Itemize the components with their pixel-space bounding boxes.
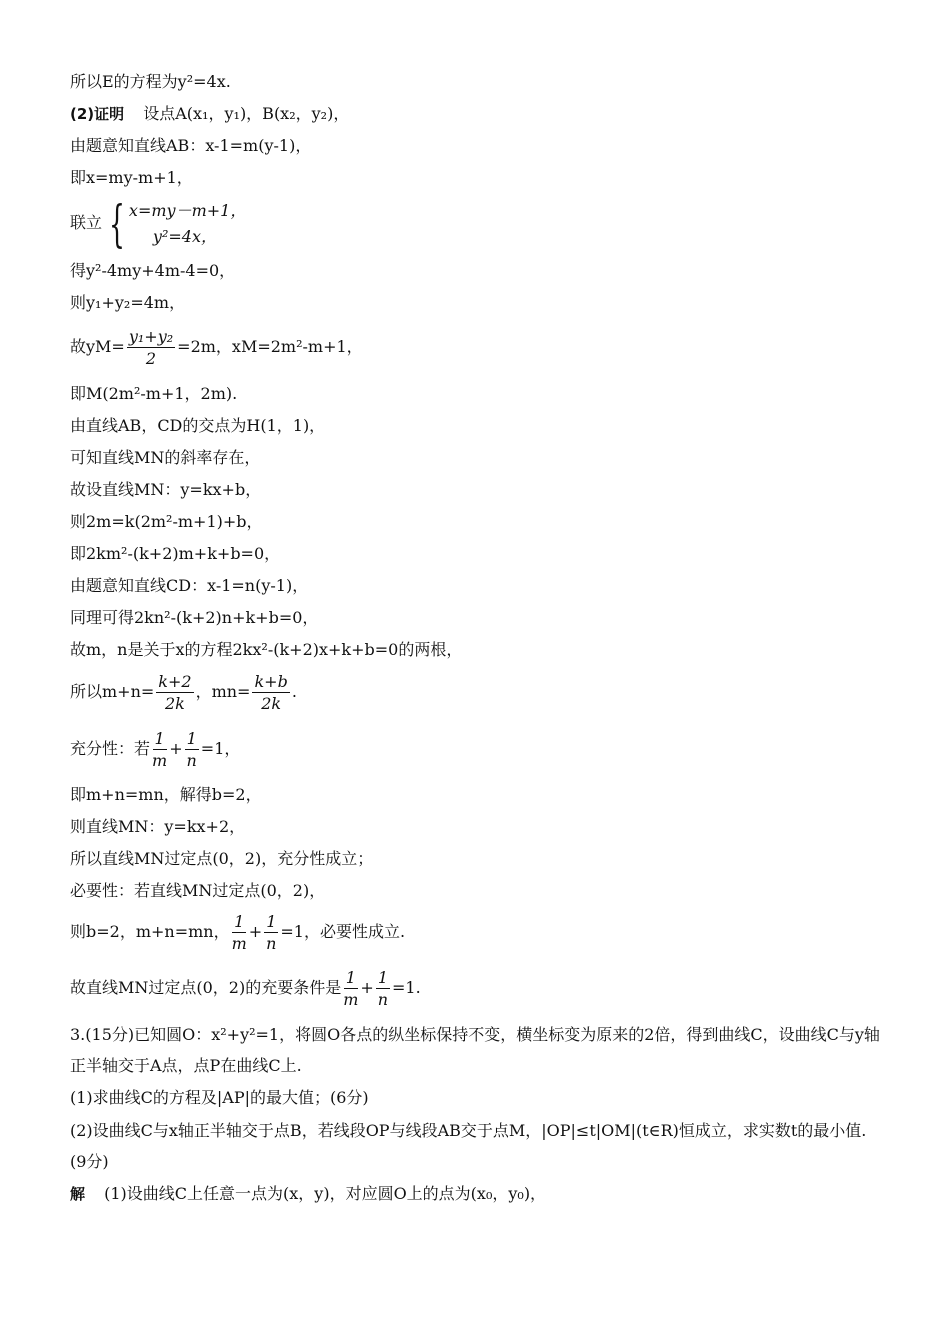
- midpoint-suffix: =2m，xM=2m²-m+1，: [177, 337, 363, 356]
- line-proof-setup: [70, 104, 349, 124]
- fraction-numerator: 1: [186, 728, 197, 748]
- necessity-prefix: 则b=2，m+n=mn，: [70, 922, 230, 941]
- fraction-one-over-m: [343, 969, 358, 1009]
- fraction-numerator: 1: [377, 967, 388, 987]
- sufficiency-suffix: =1，: [200, 739, 241, 758]
- conclusion-prefix: 故直线MN过定点(0，2)的充要条件是: [70, 978, 342, 997]
- fraction-denominator: n: [377, 989, 389, 1009]
- line-sum-of-roots: 则y₁+y₂=4m，: [70, 293, 186, 312]
- plus-sign: +: [360, 978, 374, 997]
- fraction-numerator: 1: [234, 911, 245, 931]
- line-solve-b: 即m+n=mn，解得b=2，: [70, 785, 262, 804]
- question-3-stem: 3.(15分)已知圆O：x²+y²=1，将圆O各点的纵坐标保持不变，横坐标变为原来的2倍，得到曲线C，设曲线C与y轴正半轴交于A点，点P在曲线C上.: [70, 1025, 880, 1075]
- line-substitute-m: 则2m=k(2m²-m+1)+b，: [70, 512, 263, 531]
- fraction-one-over-n: [376, 969, 390, 1009]
- conclusion-suffix: =1.: [392, 978, 421, 997]
- line-equation-in-m: 即2km²-(k+2)m+k+b=0，: [70, 544, 281, 563]
- fraction-denominator: n: [186, 750, 197, 770]
- system-row-1: x=my－m+1，: [128, 200, 247, 220]
- sufficiency-prefix: 充分性：若: [70, 739, 151, 758]
- plus-sign: +: [169, 739, 183, 758]
- line-point-m: 即M(2m²-m+1，2m).: [70, 384, 238, 403]
- line-equation-of-e: 所以E的方程为y²=4x.: [70, 72, 231, 91]
- fraction-sum: [156, 673, 193, 713]
- vieta-prefix: 所以m+n=: [70, 682, 155, 701]
- line-simultaneous-system: [70, 194, 247, 253]
- question-3-part-2: (2)设曲线C与x轴正半轴交于点B，若线段OP与线段AB交于点M，|OP|≤t|OM|(t∈R)恒成立，求实数t的最小值.(9分): [70, 1121, 867, 1171]
- line-conclusion: [70, 966, 421, 1010]
- fraction-numerator: y₁+y₂: [128, 326, 174, 346]
- left-brace: {: [109, 194, 125, 253]
- fraction-numerator: 1: [154, 728, 165, 748]
- vieta-suffix: .: [291, 682, 297, 701]
- line-intersection-h: 由直线AB，CD的交点为H(1，1)，: [70, 416, 326, 435]
- fraction-numerator: 1: [345, 967, 356, 987]
- line-sufficiency-holds: 所以直线MN过定点(0，2)，充分性成立；: [70, 849, 374, 868]
- line-necessity-holds: [70, 910, 405, 954]
- fraction-numerator: 1: [266, 911, 277, 931]
- line-sufficiency: [70, 727, 240, 771]
- fraction-denominator: m: [152, 750, 168, 770]
- proof-label: (2)证明: [70, 105, 125, 123]
- fraction-product: [252, 673, 289, 713]
- solution-label: 解: [70, 1185, 86, 1203]
- fraction-one-over-m: [232, 913, 247, 953]
- system-prefix: 联立: [70, 213, 103, 232]
- fraction-one-over-m: [152, 730, 167, 770]
- line-solution-start: [70, 1184, 546, 1204]
- question-3-part-1: (1)求曲线C的方程及|AP|的最大值；(6分): [70, 1088, 369, 1107]
- fraction-denominator: m: [231, 933, 247, 953]
- fraction-one-over-n: [264, 913, 278, 953]
- line-cd-equation: 由题意知直线CD：x-1=n(y-1)，: [70, 576, 309, 595]
- vieta-mid: ，mn=: [195, 682, 251, 701]
- necessity-suffix: =1，必要性成立.: [280, 922, 406, 941]
- equation-system: [107, 194, 247, 253]
- proof-setup-text: 设点A(x₁，y₁)，B(x₂，y₂)，: [143, 104, 350, 123]
- solution-text: (1)设曲线C上任意一点为(x，y)，对应圆O上的点为(x₀，y₀)，: [104, 1184, 547, 1203]
- fraction-y-sum-over-2: [127, 328, 175, 368]
- fraction-denominator: n: [266, 933, 277, 953]
- system-row-2: y²=4x，: [152, 226, 217, 246]
- line-equation-in-n: 同理可得2kn²-(k+2)n+k+b=0，: [70, 608, 319, 627]
- line-midpoint-coords: [70, 325, 363, 369]
- line-quadratic: 得y²-4my+4m-4=0，: [70, 261, 236, 280]
- line-slope-exists: 可知直线MN的斜率存在，: [70, 448, 261, 467]
- line-ab-equation: 由题意知直线AB：x-1=m(y-1)，: [70, 136, 312, 155]
- fraction-numerator: k+b: [254, 671, 288, 691]
- line-m-n-roots: 故m，n是关于x的方程2kx²-(k+2)x+k+b=0的两根，: [70, 640, 463, 659]
- line-x-expression: 即x=my-m+1，: [70, 168, 193, 187]
- plus-sign: +: [248, 922, 263, 941]
- fraction-numerator: k+2: [158, 671, 192, 691]
- fraction-denominator: 2: [145, 348, 157, 368]
- line-mn-equation: 故设直线MN：y=kx+b，: [70, 480, 262, 499]
- line-vieta: [70, 670, 297, 714]
- fraction-one-over-n: [185, 730, 199, 770]
- fraction-denominator: m: [343, 989, 359, 1009]
- midpoint-prefix: 故yM=: [70, 337, 125, 356]
- line-necessity: 必要性：若直线MN过定点(0，2)，: [70, 881, 326, 900]
- line-mn-with-b: 则直线MN：y=kx+2，: [70, 817, 246, 836]
- fraction-denominator: 2k: [165, 693, 185, 713]
- fraction-denominator: 2k: [261, 693, 282, 713]
